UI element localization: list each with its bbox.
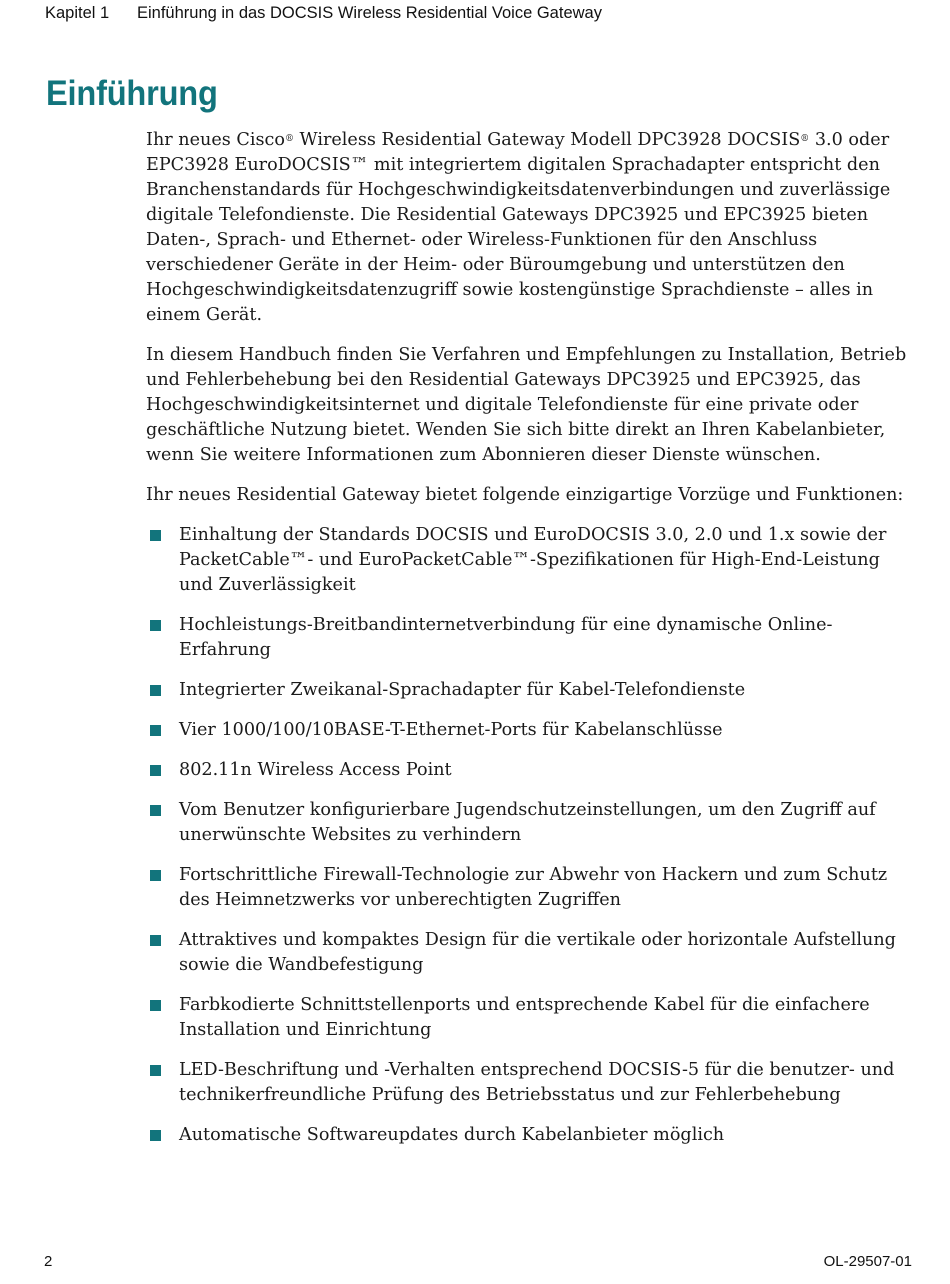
intro-text: Wireless Residential Gateway Modell DPC3928 DOCSIS [293,130,801,150]
feature-item [146,523,916,598]
page-number: 2 [44,1253,53,1270]
feature-text: Attraktives und kompaktes Design für die vertikale oder horizontale Aufstellung sowie die Wandbefestigung [179,930,896,975]
registered-mark: ® [800,134,810,144]
intro-text: 3.0 oder EPC3928 EuroDOCSIS™ mit integriertem digitalen Sprachadapter entspricht den Branchenstandards für Hochgeschwindigkeitsdatenverbindungen und zuverlässige digitale Telefondienste. Die Residential Gateways DPC3925 und EPC3925 bieten Daten-, Sprach- und Ethernet- oder Wireless-Funktionen für den Anschluss verschiedener Geräte in der Heim- oder Büroumgebung und unterstützen den Hochgeschwindigkeitsdatenzugriff sowie kostengünstige Sprachdienste – alles in einem Gerät. [146,130,891,325]
square-bullet-icon [150,870,161,881]
feature-item [146,863,916,913]
feature-text: Einhaltung der Standards DOCSIS und EuroDOCSIS 3.0, 2.0 und 1.x sowie der PacketCable™- und EuroPacketCable™-Spezifikationen für High-End-Leistung und Zuverlässigkeit [179,525,887,595]
intro-paragraph-2: In diesem Handbuch finden Sie Verfahren und Empfehlungen zu Installation, Betrieb und Fehlerbehebung bei den Residential Gateways DPC3925 und EPC3925, das Hochgeschwindigkeitsinternet und digitale Telefondienste für eine private oder geschäftliche Nutzung bietet. Wenden Sie sich bitte direkt an Ihren Kabelanbieter, wenn Sie weitere Informationen zum Abonnieren dieser Dienste wünschen. [146,345,907,465]
feature-list [146,523,916,1148]
square-bullet-icon [150,725,161,736]
chapter-number: Kapitel 1 [45,4,110,22]
body-content [146,127,916,1163]
square-bullet-icon [150,620,161,631]
document-id: OL-29507-01 [823,1253,912,1270]
feature-item [146,1058,916,1108]
registered-mark: ® [284,134,294,144]
feature-text: Integrierter Zweikanal-Sprachadapter für Kabel-Telefondienste [179,680,746,700]
section-title: Einführung [46,74,218,113]
intro-paragraph-1 [146,127,916,328]
running-header [45,4,602,23]
feature-text: Vom Benutzer konfigurierbare Jugendschutzeinstellungen, um den Zugriff auf unerwünschte Websites zu verhindern [179,800,876,845]
square-bullet-icon [150,765,161,776]
feature-text: 802.11n Wireless Access Point [179,760,452,780]
square-bullet-icon [150,1065,161,1076]
feature-item [146,758,916,783]
chapter-title: Einführung in das DOCSIS Wireless Residential Voice Gateway [137,4,602,22]
feature-text: LED-Beschriftung und -Verhalten entsprechend DOCSIS-5 für die benutzer- und technikerfreundliche Prüfung des Betriebsstatus und zur Fehlerbehebung [179,1060,895,1105]
intro-paragraph-3: Ihr neues Residential Gateway bietet folgende einzigartige Vorzüge und Funktionen: [146,485,904,505]
feature-item [146,993,916,1043]
feature-item [146,928,916,978]
square-bullet-icon [150,1130,161,1141]
feature-item [146,718,916,743]
feature-item [146,613,916,663]
feature-text: Farbkodierte Schnittstellenports und entsprechende Kabel für die einfachere Installation und Einrichtung [179,995,870,1040]
intro-text: Ihr neues Cisco [146,130,285,150]
feature-text: Fortschrittliche Firewall-Technologie zur Abwehr von Hackern und zum Schutz des Heimnetzwerks vor unberechtigten Zugriffen [179,865,888,910]
square-bullet-icon [150,685,161,696]
square-bullet-icon [150,530,161,541]
feature-item [146,678,916,703]
square-bullet-icon [150,935,161,946]
feature-text: Hochleistungs-Breitbandinternetverbindung für eine dynamische Online-Erfahrung [179,615,833,660]
feature-text: Automatische Softwareupdates durch Kabelanbieter möglich [179,1125,725,1145]
feature-item [146,1123,916,1148]
feature-item [146,798,916,848]
square-bullet-icon [150,805,161,816]
feature-text: Vier 1000/100/10BASE-T-Ethernet-Ports für Kabelanschlüsse [179,720,723,740]
square-bullet-icon [150,1000,161,1011]
